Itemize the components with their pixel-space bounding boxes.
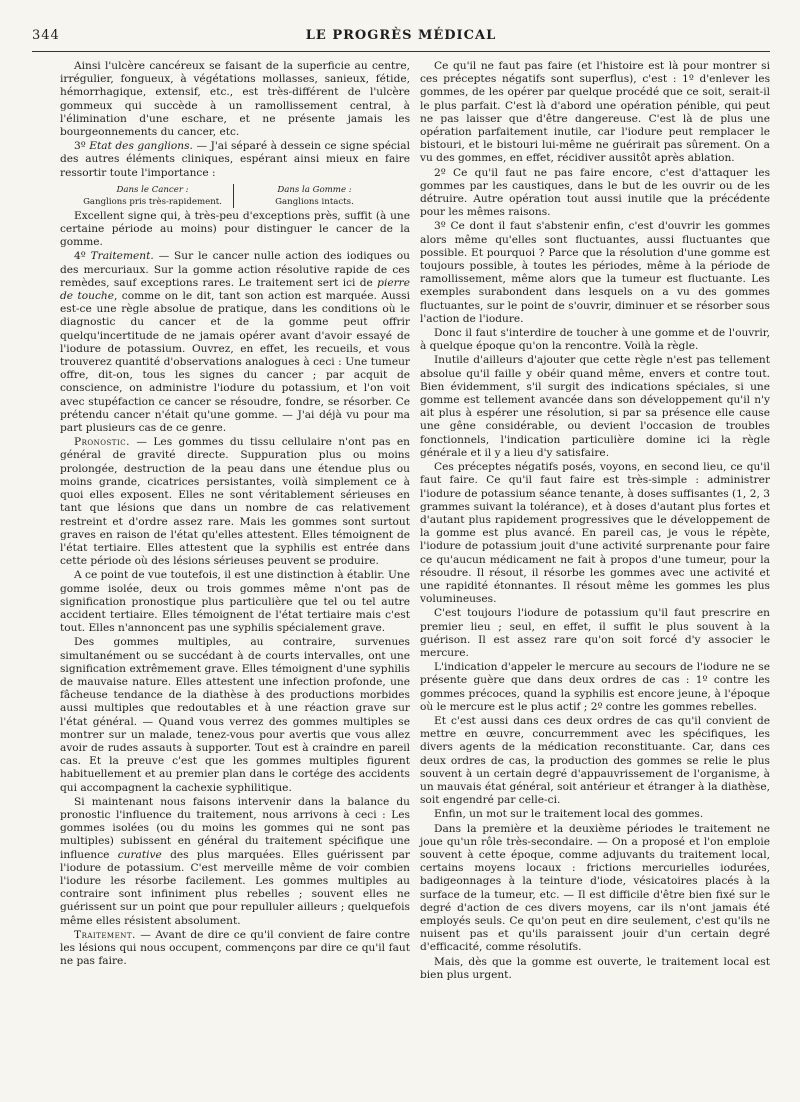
paragraph-premier-lieu: C'est toujours l'iodure de potassium qu'il faut prescrire en premier lieu ; seul, en effet, il suffit le plus souvent à la guérison. Il est assez rare qu'on soit forcé d'y associer le mercure. xyxy=(420,607,770,659)
section-heading-traitement-2: Traitement. xyxy=(74,928,136,941)
paragraph-excellent-sign: Excellent signe qui, à très-peu d'exceptions près, suffit (à une certaine période au moins) pour distinguer le cancer de la gomme. xyxy=(60,209,410,249)
comparison-cancer xyxy=(80,184,225,208)
right-column xyxy=(420,60,770,982)
paragraph-regle: Donc il faut s'interdire de toucher à une gomme et de l'ouvrir, à quelque époque qu'on la rencontre. Voilà la règle. xyxy=(420,327,770,353)
paragraph-text: — Avant de dire ce qu'il convient de faire contre les lésions qui nous occupent, commençons par dire ce qu'il faut ne pas faire. xyxy=(60,928,410,968)
section-number: 4º xyxy=(74,250,91,263)
paragraph-traitement-intro xyxy=(60,929,410,969)
paragraph-ne-pas-faire: Ce qu'il ne faut pas faire (et l'histoire est là pour montrer si ces préceptes négatifs sont superflus), c'est : 1º d'enlever les gommes, de les opérer par quelque procédé que ce soit, serait-il le plus parfait. C'est là d'abord une opération pénible, qui peut ne pas laisser que d'être dangereuse. C'est là de plus une opération parfaitement inutile, car l'iodure peut remplacer le bistouri, et le bistouri lui-même ne guérirait pas sûrement. On a vu des gommes, en effet, récidiver aussitôt après ablation. xyxy=(420,60,770,165)
comparison-divider xyxy=(233,184,234,208)
paragraph-caustiques: 2º Ce qu'il faut ne pas faire encore, c'est d'attaquer les gommes par les caustiques, dans le but de les ouvrir ou de les détruire. Autre opération tout aussi inutile que la précédente pour les mêmes raisons. xyxy=(420,166,770,219)
paragraph-ulcer: Ainsi l'ulcère cancéreux se faisant de la superficie au centre, irrégulier, fongueux, à végétations mollasses, sanieux, fétide, hémorrhagique, extensif, etc., est très-différent de l'ulcère gommeux qui succède à un ramollissement central, à l'élimination d'une eschare, et ne présente jamais les bourgeonnements du cancer, etc. xyxy=(60,60,410,139)
italic-term: pierre de touche xyxy=(60,276,410,303)
paragraph-text: , comme on le dit, tant son action est marquée. Aussi est-ce une règle absolue de pratique, dans les conditions où le diagnostic du cancer et de la gomme peut offrir quelqu'incertitude de ne jamais opérer avant d'avoir essayé de l'iodure de potassium. Ouvrez, en effet, les recueils, et vous trouverez quantité d'observations analogues à ceci : Une tumeur offre, dit-on, tous les signes du cancer ; par acquit de conscience, on administre l'iodure du potassium, et l'on voit avec stupéfaction ce cancer se résoudre, fondre, se résorber. Ce prétendu cancer n'était qu'une gomme. — J'ai déjà vu pour ma part plusieurs cas de ce genre. xyxy=(60,290,410,435)
header-rule xyxy=(32,51,770,52)
section-heading-pronostic: Pronostic. xyxy=(74,436,130,449)
comparison-gomme-value: Ganglions intacts. xyxy=(275,196,354,207)
paragraph-mercure: L'indication d'appeler le mercure au secours de l'iodure ne se présente guère que dans deux ordres de cas : 1º contre les gommes précoces, quand la syphilis est encore jeune, à l'époque où le mercure est le plus actif ; 2º contre les gommes rebelles. xyxy=(420,661,770,713)
paragraph-influence-traitement xyxy=(60,796,410,928)
paragraph-gomme-ouverte: Mais, dès que la gomme est ouverte, le traitement local est bien plus urgent. xyxy=(420,955,770,981)
paragraph-traitement-diagnostic xyxy=(60,250,410,435)
page-number: 344 xyxy=(32,28,60,43)
cancer-vs-gomme-comparison xyxy=(80,184,410,208)
comparison-cancer-value: Ganglions pris très-rapidement. xyxy=(83,196,222,207)
paragraph-ne-pas-ouvrir: 3º Ce dont il faut s'abstenir enfin, c'est d'ouvrir les gommes alors même qu'elles sont fluctuantes, aussi fluctuantes que possible. Et pourquoi ? Parce que la résolution d'une gomme est toujours possible, à toutes les périodes, même à la période de ramollissement, même alors que la tumeur est fluctuante. Les exemples surabondent dans lesquels on a vu des gommes fluctuantes, sur le point de s'ouvrir, diminuer et se résorber sous l'action de l'iodure. xyxy=(420,220,770,325)
section-heading-ganglions: Etat des ganglions. xyxy=(89,140,193,153)
comparison-cancer-head: Dans le Cancer : xyxy=(116,184,189,195)
journal-title: LE PROGRÈS MÉDICAL xyxy=(305,28,497,43)
comparison-gomme xyxy=(242,184,387,208)
paragraph-iodure: Ces préceptes négatifs posés, voyons, en second lieu, ce qu'il faut faire. Ce qu'il faut faire est très-simple : administrer l'iodure de potassium séance tenante, à doses suffisantes (1, 2, 3 grammes suivant la tolérance), et à doses d'autant plus fortes et d'autant plus rapidement progressives que le développement de la gomme est plus avancé. En pareil cas, je vous le répète, l'iodure de potassium jouit d'une activité surprenante pour faire ce qu'aucun médicament ne fait à propos d'une tumeur, pour la résoudre. Il résout, il résorbe les gommes avec une activité et une rapidité étonnantes. Il résout même les gommes les plus volumineuses. xyxy=(420,461,770,606)
paragraph-text: — Les gommes du tissu cellulaire n'ont pas en général de gravité directe. Suppuration plus ou moins prolongée, destruction de la peau dans une étendue plus ou moins grande, cicatrices persistantes, voilà simplement ce à quoi elles exposent. Elles ne sont véritablement sérieuses en tant que lésions que dans un nombre de cas relativement restreint et d'ordre assez rare. Mais les gommes sont surtout graves en raison de l'état qu'elles attestent. Elles témoignent de l'état tertiaire. Elles attestent que la syphilis est entrée dans cette période où des lésions sérieuses peuvent se produire. xyxy=(60,436,410,568)
paragraph-periodes: Dans la première et la deuxième périodes le traitement ne joue qu'un rôle très-secondaire. — On a proposé et l'on emploie souvent à cette époque, comme adjuvants du traitement local, certains moyens locaux : frictions mercurielles iodurées, badigeonnages à la teinture d'iode, vésicatoires placés à la surface de la tumeur, etc. — Il est difficile d'être bien fixé sur le degré d'action de ces divers moyens, car ils n'ont jamais été employés seuls. Ce qu'on peut en dire seulement, c'est qu'ils ne nuisent pas et qu'ils paraissent jouir d'un certain degré d'efficacité, comme résolutifs. xyxy=(420,822,770,954)
paragraph-ganglions xyxy=(60,140,410,180)
paragraph-distinction: A ce point de vue toutefois, il est une distinction à établir. Une gomme isolée, deux ou trois gommes même n'ont pas de signification pronostique plus particulière que tel ou tel autre accident tertiaire. Elles témoignent de l'état tertiaire mais c'est tout. Elles n'annoncent pas une syphilis spécialement grave. xyxy=(60,569,411,635)
left-column xyxy=(60,60,410,968)
running-header xyxy=(32,28,770,48)
paragraph-text: — Sur le cancer nulle action des iodiques ou des mercuriaux. Sur la gomme action résolutive rapide de ces remèdes, sauf exceptions rares. Le traitement sert ici de xyxy=(60,250,410,289)
comparison-gomme-head: Dans la Gomme : xyxy=(277,184,352,195)
section-number: 3º xyxy=(74,140,90,153)
paragraph-exceptions: Inutile d'ailleurs d'ajouter que cette règle n'est pas tellement absolue qu'il faille y obéir quand même, envers et contre tout. Bien évidemment, s'il surgit des indications spéciales, si une gomme est tellement avancée dans son développement qu'il n'y ait plus à espérer une résolution, si par sa présence elle cause une gêne considérable, ou devient l'occasion de troubles fonctionnels, l'indication particulière domine ici la règle générale et il y a lieu d'y satisfaire. xyxy=(420,354,770,459)
paragraph-traitement-local: Enfin, un mot sur le traitement local des gommes. xyxy=(434,808,704,821)
section-heading-traitement: Traitement. xyxy=(90,250,154,263)
paragraph-multiple-gommes: Des gommes multiples, au contraire, survenues simultanément ou se succédant à de courts intervalles, ont une signification extrêmement grave. Elles témoignent d'une syphilis de mauvaise nature. Elles attestent une infection profonde, une fâcheuse tendance de la diathèse à des productions morbides aussi multiples que redoutables et à une réaction grave sur l'état général. — Quand vous verrez des gommes multiples se montrer sur un malade, tenez-vous pour avertis que vous allez avoir de rudes assauts à supporter. Tout est à craindre en pareil cas. Et la preuve c'est que les gommes multiples figurent habituellement et au premier plan dans le cortége des accidents qui accompagnent la cachexie syphilitique. xyxy=(60,636,410,794)
paragraph-reconstituante: Et c'est aussi dans ces deux ordres de cas qu'il convient de mettre en œuvre, concurremment avec les spécifiques, les divers agents de la médication reconstituante. Car, dans ces deux ordres de cas, la production des gommes se relie le plus souvent à un certain degré d'appauvrissement de l'organisme, à un mauvais état général, soit antérieur et étranger à la diathèse, soit engendré par celle-ci. xyxy=(420,714,770,807)
italic-term: curative xyxy=(117,848,162,861)
paragraph-text: — J'ai séparé à dessein ce signe spécial des autres éléments cliniques, espérant ainsi mieux en faire ressortir toute l'importance : xyxy=(60,140,410,179)
paragraph-text: Si maintenant nous faisons intervenir dans la balance du pronostic l'influence du traitement, nous arrivons à ceci : Les gommes isolées (ou du moins les gommes qui ne sont pas multiples) subissent en général du traitement spécifique une influence xyxy=(60,795,410,861)
paragraph-pronostic xyxy=(60,436,410,568)
paragraph-text: des plus marquées. Elles guérissent par l'iodure de potassium. C'est merveille même de voir combien l'iodure les résorbe facilement. Les gommes multiples au contraire sont infiniment plus rebelles ; souvent elles ne guérissent sur un point que pour repulluler ailleurs ; quelquefois même elles résistent absolument. xyxy=(60,848,410,927)
